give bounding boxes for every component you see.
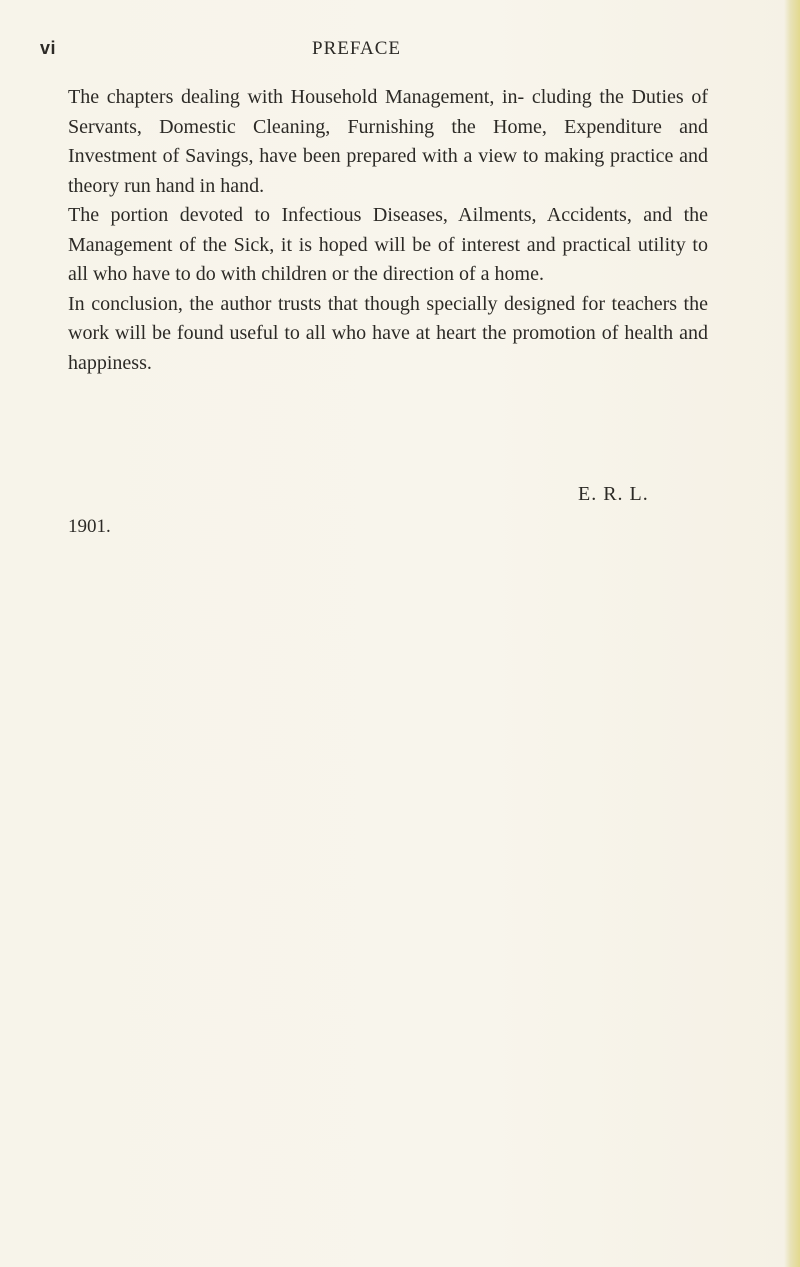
preface-body <box>68 83 708 378</box>
page-number: vi <box>40 38 57 58</box>
paragraph-conclusion: In conclusion, the author trusts that though specially designed for teachers the work will be found useful to all who have at heart the promotion of health and happiness. <box>68 292 708 374</box>
page-header <box>40 38 740 64</box>
page-edge <box>784 0 800 1267</box>
author-initials: E. R. L. <box>578 483 649 505</box>
paragraph-household: The chapters dealing with Household Management, in- cluding the Duties of Servants, Domestic Cleaning, Furnishing the Home, Expenditure and Investment of Savings, have been prepared with a view to making practice and theory run hand in hand. <box>68 86 708 197</box>
running-title: PREFACE <box>312 38 402 59</box>
paragraph-diseases: The portion devoted to Infectious Diseases, Ailments, Accidents, and the Management of the Sick, it is hoped will be of interest and practical utility to all who have to do with children or the direction of a home. <box>68 204 708 285</box>
preface-date: 1901. <box>68 516 111 537</box>
